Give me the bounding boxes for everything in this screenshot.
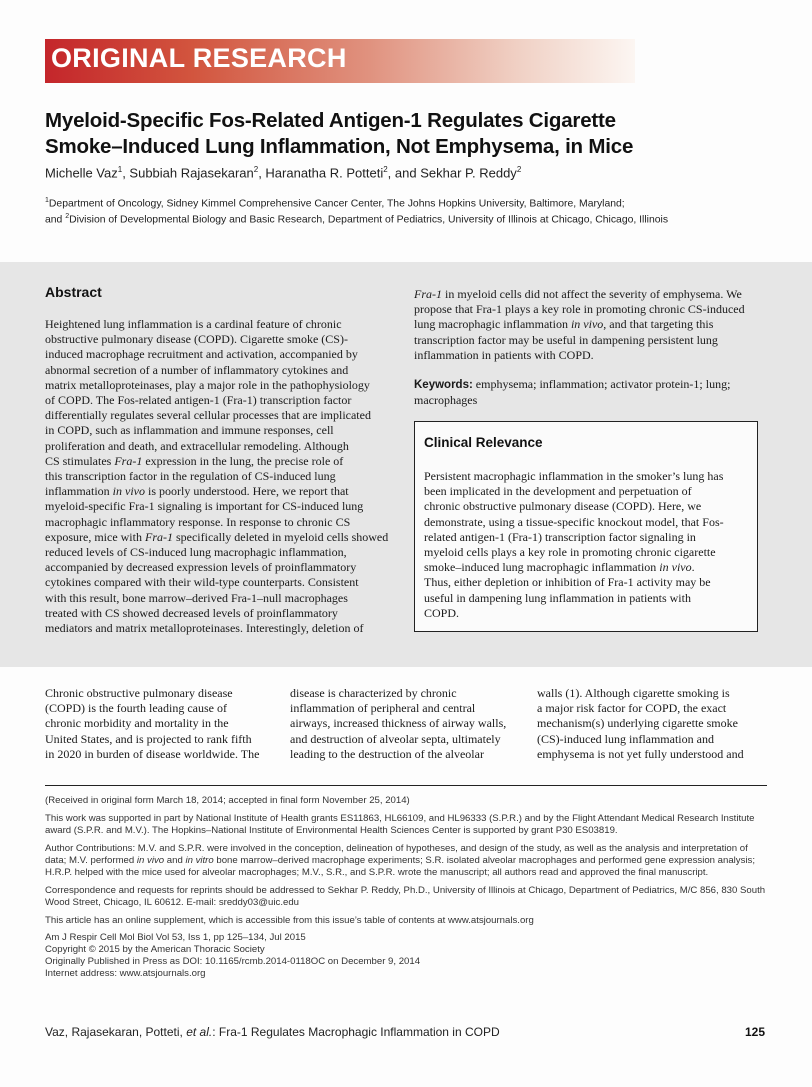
text-line: (COPD) is the fourth leading cause of bbox=[45, 701, 227, 716]
author-name: Sekhar P. Reddy bbox=[420, 165, 517, 181]
article-type-label: ORIGINAL RESEARCH bbox=[51, 43, 347, 73]
title-line-1: Myeloid-Specific Fos-Related Antigen-1 Regulates Cigarette bbox=[45, 109, 616, 132]
text-line: mediators and matrix metalloproteinases. Interestingly, deletion of bbox=[45, 621, 364, 636]
received-dates: (Received in original form March 18, 2014; accepted in final form November 25, 2014) bbox=[45, 795, 410, 806]
text-line: obstructive pulmonary disease (COPD). Cigarette smoke (CS)- bbox=[45, 332, 348, 347]
text-line: abnormal secretion of a number of inflammatory cytokines and bbox=[45, 362, 349, 377]
text-line: a major risk factor for COPD, the exact bbox=[537, 701, 727, 716]
affiliation-line: and $^2$Division of Developmental Biology and Basic Research, Department of Pediatrics, University of Illinois at Chicago, Chicago, Illinois bbox=[45, 213, 669, 226]
text-line: reduced levels of CS-induced lung macrophagic inflammation, bbox=[45, 545, 347, 560]
text-line: matrix metalloproteinases, play a major role in the pathophysiology bbox=[45, 377, 370, 392]
publication-info bbox=[45, 932, 770, 980]
text-line: Heightened lung inflammation is a cardinal feature of chronic bbox=[45, 317, 342, 331]
text-line: inflammation in patients with COPD. bbox=[414, 347, 594, 362]
author-name: Haranatha R. Potteti bbox=[265, 165, 384, 181]
text-line: propose that Fra-1 plays a key role in promoting chronic CS-induced bbox=[414, 302, 745, 317]
text-line: mechanism(s) underlying cigarette smoke bbox=[537, 716, 738, 731]
supplement-note: This article has an online supplement, which is accessible from this issue’s table of contents at www.atsjournals.org bbox=[45, 914, 534, 926]
text-line: Originally Published in Press as DOI: 10.1165/rcmb.2014-0118OC on December 9, 2014 bbox=[45, 956, 421, 968]
text-line: differentially regulates several cellular processes that are implicated bbox=[45, 408, 371, 423]
abstract-text-right bbox=[414, 287, 766, 363]
abstract-text-left bbox=[45, 317, 397, 636]
running-footer: Vaz, Rajasekaran, Potteti, et al.: Fra-1 Regulates Macrophagic Inflammation in COPD bbox=[45, 1025, 500, 1039]
text-line: Fra-1 in myeloid cells did not affect the severity of emphysema. We bbox=[414, 287, 742, 301]
text-line: lung macrophagic inflammation in vivo, and that targeting this bbox=[414, 317, 714, 332]
keywords bbox=[414, 377, 766, 408]
footnotes bbox=[45, 795, 770, 980]
text-line: exposure, mice with Fra-1 specifically deleted in myeloid cells showed bbox=[45, 529, 389, 544]
footnote-divider bbox=[45, 785, 767, 786]
funding-note: This work was supported in part by National Institute of Health grants ES11863, HL66109, and HL96333 (S.P.R.) and by the Flight Attendant Medical Research Institute award (S.P.R. and M.V.). The Hopkins–National Institute of Environmental Health Sciences Center is supported by grant P30 ES03819. bbox=[45, 812, 755, 836]
page-number: 125 bbox=[745, 1025, 766, 1039]
text-line: accompanied by decreased expression levels of proinflammatory bbox=[45, 560, 357, 575]
text-line: Thus, either depletion or inhibition of Fra-1 activity may be bbox=[424, 575, 711, 590]
correspondence-note: Correspondence and requests for reprints should be addressed to Sekhar P. Reddy, Ph.D., University of Illinois at Chicago, Department of Pediatrics, M/C 856, 830 South Wood Street, Chicago, IL 60612. E-mail: sreddy03@uic.edu bbox=[45, 884, 766, 908]
clinical-relevance-heading: Clinical Relevance bbox=[424, 435, 543, 450]
text-line: been implicated in the development and perpetuation of bbox=[424, 484, 692, 499]
text-line: induced macrophage recruitment and activation, accompanied by bbox=[45, 347, 358, 362]
body-column-1 bbox=[45, 686, 275, 762]
text-line: proliferation and death, and extracellular remodeling. Although bbox=[45, 438, 349, 453]
text-line: with this result, bone marrow–derived Fra-1–null macrophages bbox=[45, 590, 348, 605]
text-line: this transcription factor in the regulation of CS-induced lung bbox=[45, 469, 336, 484]
text-line: Internet address: www.atsjournals.org bbox=[45, 968, 206, 980]
text-line: treated with CS showed decreased levels of proinflammatory bbox=[45, 605, 338, 620]
affiliation-marker: 2 bbox=[383, 165, 388, 174]
author-contributions: Author Contributions: M.V. and S.P.R. were involved in the conception, delineation of hypotheses, and design of the study, as well as the analysis and interpretation of data; M.V. performed in vivo and in vitro bone marrow–derived macrophage experiments; S.R. isolated alveolar macrophages and performed gene expression analysis; H.R.P. helped with the mice used for alveolar macrophages; M.V., S.R., and S.P.R. wrote the manuscript; all authors read and approved the final manuscript. bbox=[45, 842, 755, 879]
body-column-3 bbox=[537, 686, 767, 762]
affiliations bbox=[45, 194, 805, 227]
text-line: Am J Respir Cell Mol Biol Vol 53, Iss 1, pp 125–134, Jul 2015 bbox=[45, 932, 306, 944]
abstract-heading: Abstract bbox=[45, 284, 102, 300]
text-line: and destruction of alveolar septa, ultimately bbox=[290, 731, 501, 746]
affiliation-line: $^1$Department of Oncology, Sidney Kimmel Comprehensive Cancer Center, The Johns Hopkins University, Baltimore, Maryland; bbox=[45, 197, 625, 210]
text-line: myeloid-specific Fra-1 signaling is important for CS-induced lung bbox=[45, 499, 364, 514]
body-column-2 bbox=[290, 686, 520, 762]
affiliation-marker: 2 bbox=[516, 165, 522, 174]
author-name: Subbiah Rajasekaran bbox=[129, 165, 254, 181]
text-line: macrophagic inflammatory response. In response to chronic CS bbox=[45, 514, 351, 529]
text-line: demonstrate, using a tissue-specific knockout model, that Fos- bbox=[424, 514, 724, 529]
text-line: (CS)-induced lung inflammation and bbox=[537, 731, 714, 746]
text-line: CS stimulates Fra-1 expression in the lung, the precise role of bbox=[45, 453, 344, 468]
affiliation-marker: 2 bbox=[65, 213, 70, 221]
keywords-label: Keywords: bbox=[414, 379, 473, 391]
author-list: Michelle Vaz$^1$, Subbiah Rajasekaran$^2$, Haranatha R. Potteti$^2$, and Sekhar P. Reddy$^2$ bbox=[45, 165, 522, 181]
author-name: Michelle Vaz bbox=[45, 165, 118, 181]
text-line: transcription factor may be useful in dampening persistent lung bbox=[414, 332, 718, 347]
affiliation-marker: 1 bbox=[117, 165, 123, 174]
text-line: in COPD, such as inflammation and immune responses, cell bbox=[45, 423, 334, 438]
text-line: COPD. bbox=[424, 605, 460, 620]
text-line: related antigen-1 (Fra-1) transcription factor signaling in bbox=[424, 529, 696, 544]
article-title bbox=[45, 108, 765, 160]
affiliation-marker: 2 bbox=[253, 165, 259, 174]
text-line: chronic morbidity and mortality in the bbox=[45, 716, 229, 731]
clinical-relevance-text bbox=[424, 469, 752, 621]
article-type-banner bbox=[45, 39, 635, 83]
text-line: airways, increased thickness of airway walls, bbox=[290, 716, 507, 731]
text-line: walls (1). Although cigarette smoking is bbox=[537, 686, 730, 700]
title-line-2: Smoke–Induced Lung Inflammation, Not Emphysema, in Mice bbox=[45, 135, 634, 158]
text-line: United States, and is projected to rank fifth bbox=[45, 731, 252, 746]
text-line: leading to the destruction of the alveolar bbox=[290, 746, 484, 761]
text-line: inflammation of peripheral and central bbox=[290, 701, 476, 716]
text-line: Chronic obstructive pulmonary disease bbox=[45, 686, 233, 700]
text-line: useful in dampening lung inflammation in patients with bbox=[424, 590, 691, 605]
text-line: chronic obstructive pulmonary disease (COPD). Here, we bbox=[424, 499, 702, 514]
text-line: in 2020 in burden of disease worldwide. The bbox=[45, 746, 260, 761]
text-line: disease is characterized by chronic bbox=[290, 686, 457, 700]
text-line: smoke–induced lung macrophagic inflammation in vivo. bbox=[424, 560, 695, 575]
affiliation-marker: 1 bbox=[45, 197, 49, 204]
text-line: emphysema is not yet fully understood and bbox=[537, 746, 744, 761]
text-line: Copyright © 2015 by the American Thoracic Society bbox=[45, 944, 265, 956]
text-line: myeloid cells plays a key role in promoting chronic cigarette bbox=[424, 545, 716, 560]
text-line: inflammation in vivo is poorly understood. Here, we report that bbox=[45, 484, 349, 499]
clinical-relevance-box bbox=[414, 421, 758, 632]
text-line: Persistent macrophagic inflammation in the smoker’s lung has bbox=[424, 469, 724, 483]
keywords-text: emphysema; inflammation; activator protein-1; lung; macrophages bbox=[414, 377, 731, 408]
text-line: of COPD. The Fos-related antigen-1 (Fra-1) transcription factor bbox=[45, 393, 352, 408]
text-line: cytokines compared with their wild-type counterparts. Consistent bbox=[45, 575, 359, 590]
